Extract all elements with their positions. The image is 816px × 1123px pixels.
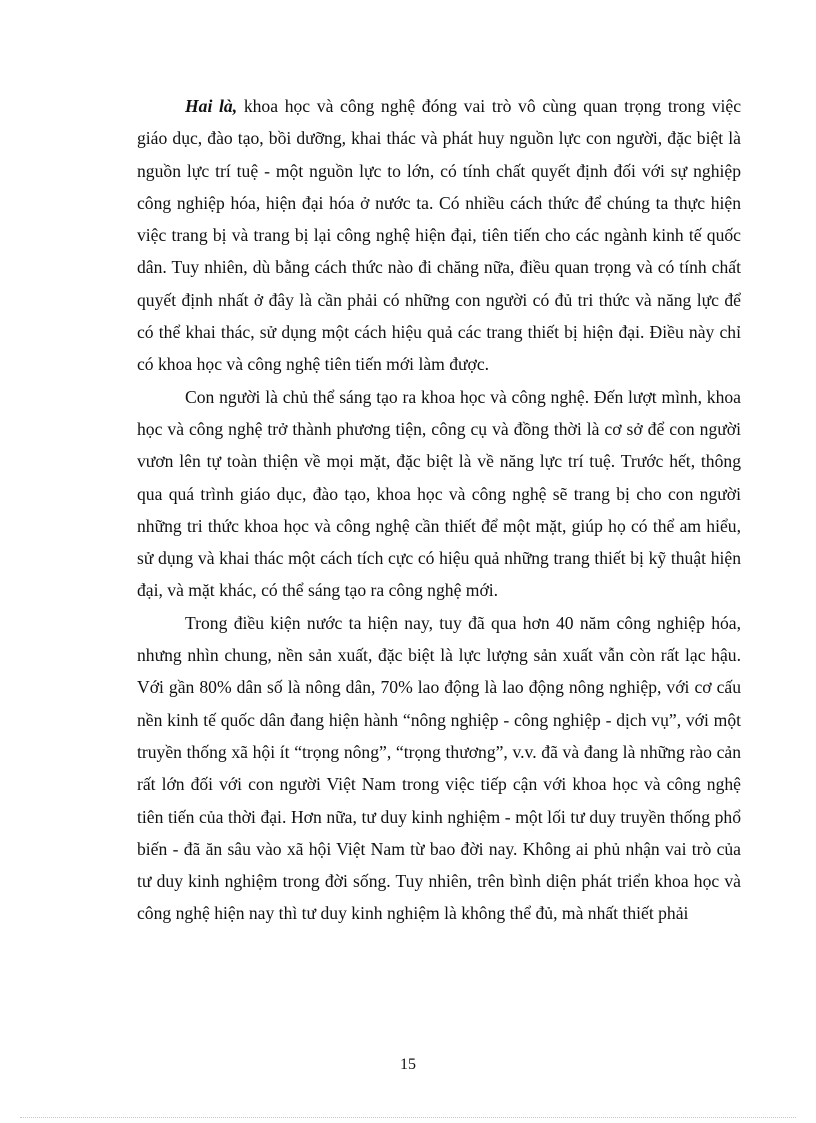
paragraph-3 — [137, 607, 741, 930]
paragraph-text: Con người là chủ thể sáng tạo ra khoa học và công nghệ. Đến lượt mình, khoa học và công nghệ trở thành phương tiện, công cụ và đồng thời là cơ sở để con người vươn lên tự toàn thiện về mọi mặt, đặc biệt là về năng lực trí tuệ. Trước hết, thông qua quá trình giáo dục, đào tạo, khoa học và công nghệ sẽ trang bị cho con người những tri thức khoa học và công nghệ cần thiết để một mặt, giúp họ có thể am hiểu, sử dụng và khai thác một cách tích cực có hiệu quả những trang thiết bị kỹ thuật hiện đại, và mặt khác, có thể sáng tạo ra công nghệ mới. — [137, 386, 741, 601]
paragraph-text: Trong điều kiện nước ta hiện nay, tuy đã qua hơn 40 năm công nghiệp hóa, nhưng nhìn chung, nền sản xuất, đặc biệt là lực lượng sản xuất vẫn còn rất lạc hậu. Với gần 80% dân số là nông dân, 70% lao động là lao động nông nghiệp, với cơ cấu nền kinh tế quốc dân đang hiện hành “nông nghiệp - công nghiệp - dịch vụ”, với một truyền thống xã hội ít “trọng nông”, “trọng thương”, v.v. đã và đang là những rào cản rất lớn đối với con người Việt Nam trong việc tiếp cận với khoa học và công nghệ tiên tiến của thời đại. Hơn nữa, tư duy kinh nghiệm - một lối tư duy truyền thống phổ biến - đã ăn sâu vào xã hội Việt Nam từ bao đời nay. Không ai phủ nhận vai trò của tư duy kinh nghiệm trong đời sống. Tuy nhiên, trên bình diện phát triển khoa học và công nghệ hiện nay thì tư duy kinh nghiệm là không thể đủ, mà nhất thiết phải — [137, 612, 741, 924]
page-bottom-divider — [20, 1117, 796, 1118]
paragraph-1 — [137, 90, 741, 381]
paragraph-2 — [137, 381, 741, 607]
paragraph-text: khoa học và công nghệ đóng vai trò vô cùng quan trọng trong việc giáo dục, đào tạo, bồi dưỡng, khai thác và phát huy nguồn lực con người, đặc biệt là nguồn lực trí tuệ - một nguồn lực to lớn, có tính chất quyết định đối với sự nghiệp công nghiệp hóa, hiện đại hóa ở nước ta. Có nhiều cách thức để chúng ta thực hiện việc trang bị và trang bị lại công nghệ hiện đại, tiên tiến cho các ngành kinh tế quốc dân. Tuy nhiên, dù bằng cách thức nào đi chăng nữa, điều quan trọng và có tính chất quyết định nhất ở đây là cần phải có những con người có đủ tri thức và năng lực để có thể khai thác, sử dụng một cách hiệu quả các trang thiết bị hiện đại. Điều này chỉ có khoa học và công nghệ tiên tiến mới làm được. — [137, 96, 742, 375]
body-text — [137, 90, 741, 930]
page-number: 15 — [400, 1056, 416, 1073]
paragraph-lead: Hai là, — [185, 96, 238, 116]
